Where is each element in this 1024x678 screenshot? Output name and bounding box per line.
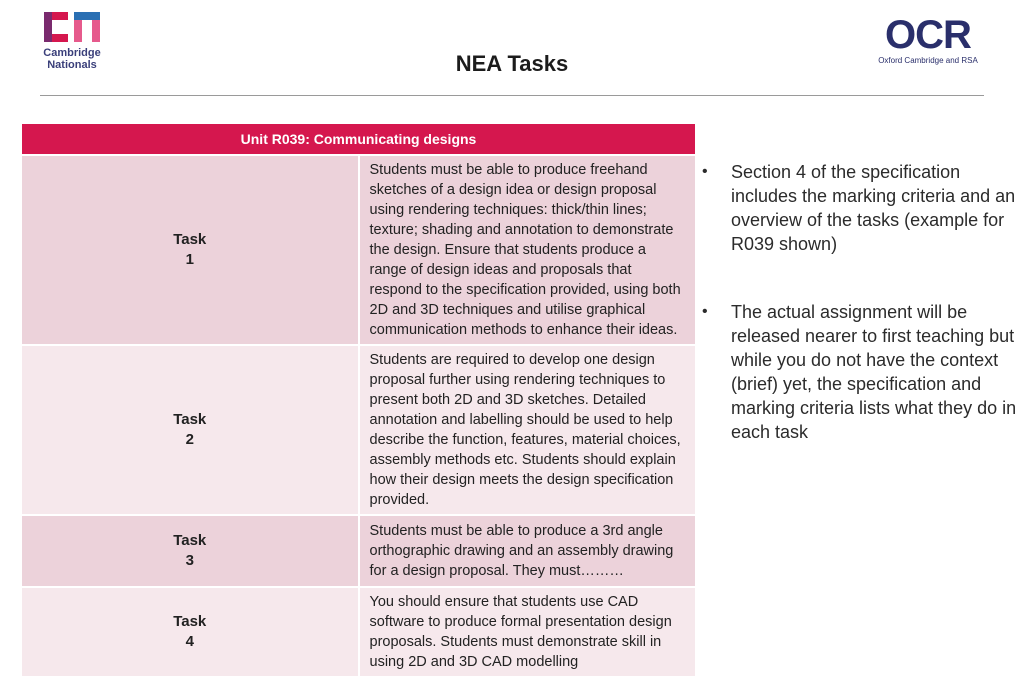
table-row-task-2 — [21, 345, 696, 515]
task-label-number: 1 — [185, 251, 194, 268]
cambridge-text: Cambridge — [43, 47, 101, 59]
cambridge-nationals-logo-mark — [40, 8, 104, 46]
task-label-number: 3 — [185, 552, 194, 569]
task-label — [21, 587, 359, 677]
table-row-task-4 — [21, 587, 696, 677]
task-label-word: Task — [173, 532, 207, 549]
note-item-specification — [700, 160, 1020, 256]
tasks-table — [20, 122, 697, 678]
table-row-task-1 — [21, 155, 696, 345]
page-title: NEA Tasks — [455, 51, 569, 76]
table-header-row — [21, 123, 696, 155]
task-label-word: Task — [173, 411, 207, 428]
ocr-logo-mark: OCR — [885, 13, 971, 57]
note-text: Section 4 of the specification includes the marking criteria and an overview of the tasks (example for R039 shown) — [731, 162, 1016, 254]
task-label-word: Task — [173, 613, 207, 630]
task-description: Students must be able to produce freehand sketches of a design idea or design proposal using rendering techniques: thick/thin lines; texture; shading and annotation to demonstrate the design. Ensure that students produce a range of design ideas and proposals that respond to the specification provided, using both 2D and 3D techniques and utilise graphical communication methods to enhance their ideas. — [359, 155, 697, 345]
task-description: You should ensure that students use CAD software to produce formal presentation design proposals. Students must demonstrate skill in using 2D and 3D CAD modelling — [359, 587, 697, 677]
bullet-icon: • — [702, 303, 708, 320]
task-label-number: 2 — [185, 431, 194, 448]
task-label — [21, 345, 359, 515]
task-description: Students are required to develop one design proposal further using rendering techniques to present both 2D and 3D sketches. Detailed annotation and labelling should be used to help describe the function, features, material choices, assembly methods etc. Students should explain how their design meets the design specification provided. — [359, 345, 697, 515]
task-label — [21, 515, 359, 587]
task-label — [21, 155, 359, 345]
bullet-icon: • — [702, 163, 708, 180]
table-header: Unit R039: Communicating designs — [21, 123, 696, 155]
task-label-word: Task — [173, 231, 207, 248]
note-item-assignment — [700, 300, 1020, 444]
nationals-text: Nationals — [47, 59, 97, 71]
header-divider — [40, 95, 984, 96]
ocr-logo-subtitle: Oxford Cambridge and RSA — [878, 56, 978, 65]
task-label-number: 4 — [185, 633, 194, 650]
notes-list — [700, 160, 1020, 444]
task-description: Students must be able to produce a 3rd angle orthographic drawing and an assembly drawing for a design proposal. They must……… — [359, 515, 697, 587]
table-row-task-3 — [21, 515, 696, 587]
note-text: The actual assignment will be released nearer to first teaching but while you do not have the context (brief) yet, the specification and marking criteria lists what they do in each task — [731, 302, 1017, 442]
